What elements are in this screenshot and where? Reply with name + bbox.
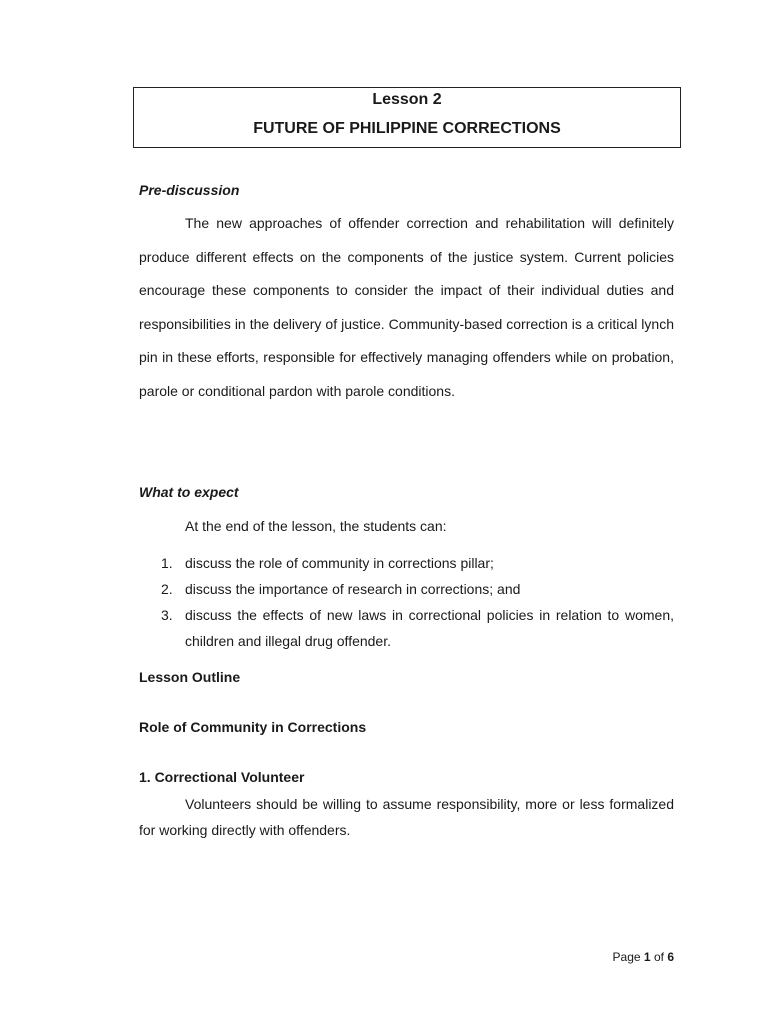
list-item-text: discuss the role of community in corrections pillar; [185, 555, 494, 571]
list-item-number: 1. [161, 555, 173, 571]
lesson-title-box [133, 87, 681, 148]
list-item-number: 3. [161, 607, 173, 623]
list-item-number: 2. [161, 581, 173, 597]
page-total: 6 [667, 950, 674, 964]
list-item-text: discuss the effects of new laws in correctional policies in relation to women, children and illegal drug offender. [185, 607, 674, 649]
lesson-title: FUTURE OF PHILIPPINE CORRECTIONS [253, 120, 561, 137]
page-word: Page [612, 950, 641, 964]
expect-intro: At the end of the lesson, the students can: [185, 518, 447, 534]
lesson-outline-heading: Lesson Outline [139, 669, 241, 685]
lesson-number: Lesson 2 [372, 91, 442, 108]
what-to-expect-heading: What to expect [139, 484, 239, 500]
list-item [139, 550, 674, 576]
list-item [139, 602, 674, 654]
prediscussion-paragraph: The new approaches of offender correction and rehabilitation will definitely produce different effects on the components of the justice system. Current policies encourage these components to consider the impact of their individual duties and responsibilities in the delivery of justice. Community-based correction is a critical lynch pin in these efforts, responsible for effectively managing offenders while on probation, parole or conditional pardon with parole conditions. [139, 215, 674, 399]
role-of-community-heading: Role of Community in Corrections [139, 719, 367, 735]
page-number [613, 949, 674, 965]
of-word: of [653, 950, 664, 964]
objectives-list [139, 550, 674, 654]
correctional-volunteer-heading: 1. Correctional Volunteer [139, 769, 305, 785]
list-item-text: discuss the importance of research in corrections; and [185, 581, 521, 597]
prediscussion-heading: Pre-discussion [139, 182, 240, 198]
page-current: 1 [643, 950, 651, 964]
volunteer-paragraph: Volunteers should be willing to assume responsibility, more or less formalized for working directly with offenders. [139, 796, 674, 838]
list-item [139, 576, 674, 602]
